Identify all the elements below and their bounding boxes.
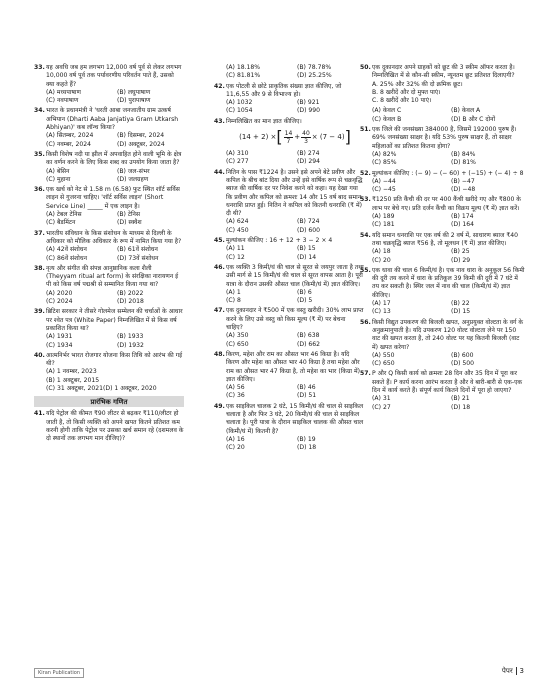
question-text: किरण, महेश और राम का औसत भार 46 किग्रा है। यदि किरण और महेश का औसत भार 40 किग्रा है तथा महेश और राम का औसत भार 47 किग्रा है, तो महेश का भार (किग्रा में) ज्ञात कीजिए। bbox=[226, 350, 360, 383]
option: (D) 1932 bbox=[117, 341, 144, 349]
options bbox=[372, 248, 526, 265]
question-number: 57. bbox=[360, 370, 371, 378]
option: (D) 73वें संशोधन bbox=[117, 254, 159, 262]
question-number: 34. bbox=[34, 107, 45, 115]
option: (C) 181 bbox=[372, 221, 395, 229]
option: (A) 18.18% bbox=[226, 64, 261, 71]
section-heading: प्रारंभिक गणित bbox=[34, 396, 184, 407]
option: (D) अक्टूबर, 2024 bbox=[117, 140, 165, 148]
question-number: 48. bbox=[214, 350, 225, 358]
question-number: 36. bbox=[34, 186, 45, 194]
question-text: एक दुकानदार अपने ग्राहकों को छूट की 3 स्कीम ऑफर करता है। निम्नलिखित में से कौन-सी स्कीम, न्यूनतम छूट प्रतिशत दिलाएगी? bbox=[372, 64, 515, 80]
options bbox=[372, 81, 526, 106]
question bbox=[214, 64, 364, 81]
option: (B) 174 bbox=[451, 213, 474, 221]
footer-divider bbox=[516, 667, 517, 675]
question-text: भारतीय संविधान के किस संशोधन के माध्यम से दिल्ली के अधिकार को मौलिक अधिकार के रूप में नामित किया गया है? bbox=[46, 229, 182, 245]
option: (A) 42वें संशोधन bbox=[46, 246, 87, 254]
option: (B) 274 bbox=[297, 150, 320, 158]
option: (D) 81% bbox=[451, 159, 476, 167]
option: (C) 12 bbox=[226, 253, 245, 261]
option: (C) 27 bbox=[372, 403, 391, 411]
question bbox=[34, 186, 184, 227]
question-text: यदि समान धनराशि पर एक वर्ष की 2 वर्ष में, साधारण ब्याज ₹40 तथा चक्रवृद्धि ब्याज ₹56 है, तो मूलधन (₹ में) ज्ञात कीजिए। bbox=[372, 231, 519, 247]
option: (A) 350 bbox=[226, 332, 249, 340]
options bbox=[372, 213, 526, 230]
option: (B) 1933 bbox=[117, 333, 144, 341]
options bbox=[372, 352, 526, 369]
question-text: किसी विशेष नदी या झील में अपवाहित होने वाली भूमि के क्षेत्र का वर्णन करने के लिए किस शब्द का उपयोग किया जाता है? bbox=[46, 150, 182, 167]
option: (D) स्क्वैश bbox=[117, 219, 142, 227]
option: (D) 990 bbox=[297, 107, 321, 115]
question-number: 51. bbox=[360, 126, 371, 134]
question bbox=[214, 403, 364, 453]
question bbox=[34, 151, 184, 184]
question-number: 50. bbox=[360, 64, 371, 71]
option: (C) 20 bbox=[226, 444, 245, 452]
question bbox=[34, 352, 184, 393]
option: (B) 2022 bbox=[117, 289, 144, 297]
question-number: 38. bbox=[34, 264, 45, 272]
options bbox=[46, 368, 184, 393]
option: (D) 29 bbox=[451, 256, 471, 264]
option: (D) 14 bbox=[297, 253, 317, 261]
question bbox=[360, 267, 526, 317]
question-number: 55. bbox=[360, 266, 371, 274]
option: (B) केवल A bbox=[451, 107, 481, 115]
option: (D) 600 bbox=[297, 226, 321, 234]
option: (B) 19 bbox=[297, 435, 316, 443]
question bbox=[360, 126, 526, 167]
options bbox=[46, 246, 184, 263]
question bbox=[214, 118, 364, 148]
option: (C) 20 bbox=[372, 256, 391, 264]
option: (B) 724 bbox=[297, 218, 320, 226]
option: (C) केवल B bbox=[372, 115, 402, 123]
option: (B) 22 bbox=[451, 300, 470, 308]
option: (C) 1934 bbox=[46, 341, 73, 349]
option: (A) 189 bbox=[372, 213, 395, 221]
option: (D) 500 bbox=[451, 360, 475, 368]
question-number: 52. bbox=[360, 169, 371, 177]
options bbox=[372, 395, 526, 412]
question-text: मूल्यांकन कीजिए : (− 9) − (− 60) + (−15) + (− 4) ÷ 8 bbox=[372, 169, 524, 177]
options bbox=[46, 333, 184, 350]
question bbox=[34, 410, 184, 443]
option: (B) 921 bbox=[297, 99, 320, 107]
question-number: 56. bbox=[360, 318, 371, 326]
options bbox=[46, 211, 184, 228]
question-text: एक साइकिल चालक 2 घंटे, 15 किमी/घं की चाल से साइकिल चलाता है और फिर 3 घंटे, 20 किमी/घं की चाल से साइकिल चलाता है। पूरी यात्रा के दौरान साइकिल चालक की औसत चाल (किमी/घं में) कितनी है? bbox=[226, 402, 364, 435]
options bbox=[46, 132, 184, 149]
option: (C) 8 bbox=[226, 297, 241, 305]
options bbox=[226, 436, 364, 453]
question-number: 43. bbox=[214, 117, 225, 125]
options bbox=[372, 300, 526, 317]
question-text: एक धावा की चाल 6 किमी/घं है। एक नाव धारा के अनुकूल 56 किमी की दूरी तय करने में धारा के प्रतिकूल 39 किमी की दूरी में 7 घंटे में तय कर सकती है। स्थिर जल में नाव की चाल (किमी/घं में) ज्ञात कीजिए। bbox=[372, 266, 525, 299]
option: (B) 46 bbox=[297, 384, 316, 392]
option: (A) 2020 bbox=[46, 289, 73, 297]
question-number: 53. bbox=[360, 196, 371, 204]
option: (D) पुरापाषाण bbox=[117, 97, 151, 105]
question-number: 54. bbox=[360, 231, 371, 239]
option: (A) सितम्बर, 2024 bbox=[46, 132, 94, 140]
question-text: नितिन के पास ₹1224 है। उसने इसे अपने बेटे प्रवीण और कपिल के बीच बांट दिया और उन्हें इसे वार्षिक रूप से चक्रवृद्धि ब्याज की वार्षिक दर पर निवेश करने को कहा। यह देखा गया कि प्रवीण और कपिल को क्रमशः 14 और 15 वर्ष बाद समान धनराशि प्राप्त हुई। नितिन ने कपिल को कितनी धनराशि (₹ में) दी थी? bbox=[226, 168, 363, 218]
option: (C) नवपाषाण bbox=[46, 97, 79, 105]
option: (A) 82% bbox=[372, 150, 397, 158]
question bbox=[360, 196, 526, 229]
column-middle bbox=[214, 64, 364, 454]
question bbox=[360, 370, 526, 411]
option: (D) 662 bbox=[297, 340, 321, 348]
question-text: एक दुकानदार ने ₹500 में एक वस्तु खरीदी। 30% लाभ प्राप्त करने के लिए उसे वस्तु को किस मूल्य (₹ में) पर बेचना चाहिए? bbox=[226, 307, 364, 332]
question-text: एक पोटली से छोटे प्राकृतिक संख्या ज्ञात कीजिए, जो 11,6,55 और 9 से विभाज्य हो। bbox=[226, 82, 342, 98]
option: (A) 1032 bbox=[226, 99, 253, 107]
question bbox=[360, 107, 526, 124]
options bbox=[226, 289, 364, 306]
question-number: 39. bbox=[34, 308, 45, 316]
page-footer bbox=[502, 667, 524, 676]
option: (A) −44 bbox=[372, 177, 396, 185]
option: (A) टेबल टेनिस bbox=[46, 211, 82, 219]
option: (B) 61वें संशोधन bbox=[117, 246, 158, 254]
option: (C) 85% bbox=[372, 159, 397, 167]
options bbox=[226, 245, 364, 262]
option: (C) 450 bbox=[226, 226, 249, 234]
option: (A) 16 bbox=[226, 435, 245, 443]
question-text: मूल्यांकन कीजिए : 16 + 12 + 3 − 2 × 4 bbox=[226, 237, 333, 245]
option: (C) 13 bbox=[372, 308, 391, 316]
option: (C) नवम्बर, 2024 bbox=[46, 140, 92, 148]
option: (A) 550 bbox=[372, 351, 395, 359]
options bbox=[226, 384, 364, 401]
options bbox=[226, 332, 364, 349]
options bbox=[372, 178, 526, 195]
options bbox=[46, 89, 184, 106]
option: (C) 650 bbox=[226, 340, 249, 348]
option: (B) −47 bbox=[451, 177, 475, 185]
question bbox=[34, 265, 184, 306]
option: (B) लघुपाषाण bbox=[117, 88, 151, 96]
option: (B) 78.78% bbox=[297, 64, 332, 71]
option: (A) केवल C bbox=[372, 107, 402, 115]
options bbox=[226, 150, 364, 167]
option: (C) 31 अक्टूबर, 2021(D) 1 अक्टूबर, 2020 bbox=[46, 384, 157, 392]
footer-label: पेपर bbox=[501, 667, 513, 675]
option: (A) 17 bbox=[372, 300, 391, 308]
options bbox=[46, 168, 184, 185]
option: (B) 600 bbox=[451, 351, 474, 359]
option: (C) 650 bbox=[372, 360, 395, 368]
question-number: 40. bbox=[34, 351, 45, 359]
question-number: 41. bbox=[34, 410, 45, 418]
question-text: नृत्य और संगीत की संपन्न आनुष्ठानिक कला शैली (Theyyam ritual art form) के संरक्षिका नारायणन ई पी को किस वर्ष पद्मश्री से सम्मानित किया गया था? bbox=[46, 264, 179, 289]
option: (B) 638 bbox=[297, 332, 320, 340]
option: (B) 25 bbox=[451, 248, 470, 256]
option: (C) 277 bbox=[226, 158, 249, 166]
option: (A) 56 bbox=[226, 384, 245, 392]
question bbox=[34, 107, 184, 148]
question bbox=[214, 307, 364, 348]
column-right bbox=[360, 64, 526, 414]
option: (A) 11 bbox=[226, 245, 245, 253]
option: (D) 5 bbox=[297, 297, 313, 305]
column-left bbox=[34, 64, 184, 445]
option: (D) 51 bbox=[297, 392, 317, 400]
options bbox=[226, 218, 364, 235]
options bbox=[226, 64, 364, 81]
options bbox=[372, 151, 526, 168]
options bbox=[46, 290, 184, 307]
question bbox=[214, 264, 364, 305]
option: (D) 18 bbox=[451, 403, 471, 411]
option: (B) 84% bbox=[451, 150, 476, 158]
option: (B) टेनिस bbox=[117, 211, 141, 219]
option: (A) 1931 bbox=[46, 333, 73, 341]
question-text: एक जिले की जनसंख्या 384000 है, जिसमें 192000 पुरुष हैं। 69% जनसंख्या साक्षर है। यदि 53% पुरुष साक्षर हैं, तो साक्षर महिलाओं का प्रतिशत कितना होगा? bbox=[372, 126, 517, 150]
question bbox=[34, 64, 184, 105]
option: (A) 31 bbox=[372, 395, 391, 403]
question-text: यदि पेट्रोल की कीमत ₹90 लीटर से बढ़कर ₹110/लीटर हो जाती है, तो किसी व्यक्ति को अपने खपत कितने प्रतिशत कम करनी होगी ताकि पेट्रोल पर उसका खर्च समान रहे (दशमलव के दो स्थानों तक लगभग मान दीजिए)? bbox=[46, 410, 184, 443]
question-text: भारत के प्रधानमंत्री ने 'धरती आबा जनजातीय ग्राम उत्कर्ष अभियान (Dharti Aaba Janjatiya Gram Utkarsh Abhiyan)' कब लॉन्च किया? bbox=[46, 107, 179, 132]
question-number: 42. bbox=[214, 82, 225, 90]
question bbox=[360, 170, 526, 195]
option: (C) मुहाना bbox=[46, 175, 71, 183]
question bbox=[360, 319, 526, 369]
question bbox=[34, 230, 184, 263]
option: (D) B और C दोनों bbox=[451, 115, 496, 123]
option: (A) 624 bbox=[226, 218, 249, 226]
option: (C) बैडमिंटन bbox=[46, 219, 76, 227]
question-number: 47. bbox=[214, 307, 225, 315]
question-text: एक व्यक्ति 3 किमी/घं की चाल से सूरत से जयपुर जाता है तथा उसी मार्ग से 15 किमी/घं की चाल से सूरत वापस आता है। पूरी यात्रा के दौरान उसकी औसत चाल (किमी/घं में) ज्ञात कीजिए। bbox=[226, 263, 364, 288]
option: (A) 310 bbox=[226, 150, 249, 158]
option: (D) 2018 bbox=[117, 298, 144, 306]
option: (A) 1 bbox=[226, 288, 241, 296]
question-text: ब्रिटिश सरकार ने तीसरे गोलमेज सम्मेलन की चर्चाओं के आधार पर श्वेत पत्र (White Paper) निम्नलिखित में से किस वर्ष प्रकाशित किया था? bbox=[46, 308, 183, 332]
option: (D) 25.25% bbox=[297, 72, 332, 80]
question bbox=[214, 169, 364, 235]
question-number: 37. bbox=[34, 229, 45, 237]
option: (C) −45 bbox=[372, 186, 396, 194]
option: (C) 36 bbox=[226, 392, 245, 400]
option: (C) 2024 bbox=[46, 298, 73, 306]
question-number: 35. bbox=[34, 150, 45, 158]
question-text: एक खर्च को नेट से 1.58 m (6.58) फुट स्थित शॉर्ट सर्विस लाइन से गुजरना चाहिए। 'शॉर्ट सर्विस लाइन' (Short Service Line) _____ में एक लाइन है। bbox=[46, 186, 180, 210]
question bbox=[214, 351, 364, 401]
question-number: 46. bbox=[214, 263, 225, 271]
option: (C) 1054 bbox=[226, 107, 253, 115]
option: (B) 15 bbox=[297, 245, 316, 253]
formula: (14 + 2) × [ $\frac{14}{7}$ + $\frac{40}{3}$ × (7 − 4) ] bbox=[239, 127, 351, 147]
option: A. 25% और 32% की दो क्रमिक छूट। bbox=[372, 80, 463, 88]
option: (D) 294 bbox=[297, 158, 321, 166]
option: C. 8 खरीदें और 10 पाएं। bbox=[372, 97, 432, 105]
question-text: निम्नलिखित का मान ज्ञात कीजिए। bbox=[226, 117, 302, 125]
option: (B) 6 bbox=[297, 288, 312, 296]
question-text: यह अवधि जब हम लगभग 12,000 वर्ष पूर्व से लेकर लगभग 10,000 वर्ष पूर्व तक पर्यावरणीय परिवर्तन पाते हैं, उसको क्या कहते हैं? bbox=[46, 64, 182, 88]
option: (D) जलग्रहण bbox=[117, 175, 149, 183]
option: (C) 81.81% bbox=[226, 72, 261, 80]
option: (C) 86वें संशोधन bbox=[46, 254, 87, 262]
option: (B) दिसम्बर, 2024 bbox=[117, 132, 165, 140]
question-number: 49. bbox=[214, 402, 225, 410]
question bbox=[34, 308, 184, 349]
question-number: 33. bbox=[34, 64, 45, 71]
question bbox=[360, 232, 526, 265]
question-text: P और Q किसी कार्य को क्रमशः 28 दिन और 35 दिन में पूरा कर सकते हैं। P कार्य करना आरंभ करता है और वे बारी-बारी से एक-एक दिन में कार्य करते हैं। संपूर्ण कार्य कितने दिनों में पूरा हो जाएगा? bbox=[372, 370, 523, 394]
option: (B) जल-संभर bbox=[117, 167, 150, 175]
option: (A) 18 bbox=[372, 248, 391, 256]
option: (D) 15 bbox=[451, 308, 471, 316]
question bbox=[214, 237, 364, 262]
option: (A) बेसिन bbox=[46, 167, 70, 175]
question-text: आत्मनिर्भर भारत रोजगार योजना किस तिथि को आरंभ की गई थी? bbox=[46, 351, 183, 368]
question-number: 45. bbox=[214, 237, 225, 245]
option: (D) 164 bbox=[451, 221, 475, 229]
question-text: ₹1250 प्रति कैंची की दर पर 400 कैंची खरीदे गए और ₹800 के लाभ पर बेचे गए। प्रति दर्जन कैंची का विक्रय मूल्य (₹ में) ज्ञात करें। bbox=[372, 196, 521, 212]
option: (A) 1 नवम्बर, 2023 bbox=[46, 368, 97, 376]
option: B. 8 खरीदें और दो मुफ्त पाएं। bbox=[372, 88, 441, 96]
page-number: 3 bbox=[519, 667, 524, 675]
publisher-logo: Kiran Publication bbox=[34, 668, 84, 678]
question bbox=[214, 83, 364, 116]
option: (B) 21 bbox=[451, 395, 470, 403]
options bbox=[372, 107, 526, 124]
question bbox=[214, 150, 364, 167]
option: (D) −48 bbox=[451, 186, 476, 194]
question bbox=[360, 64, 526, 105]
option: (B) 1 अक्टूबर, 2015 bbox=[46, 376, 100, 384]
question-text: किसी विद्युत उपकरण की बिजली खपत, अनुप्रयुक्त वोल्टता के वर्ग के अनुक्रमानुपाती है। यदि उपकरण 120 वोल्ट वोल्टता लेने पर 150 वाट की खपत करता है, तो 240 वोल्ट पर यह कितनी बिजली (वाट में) खपत करेगा? bbox=[372, 318, 524, 351]
question-number: 44. bbox=[214, 168, 225, 176]
options bbox=[226, 99, 364, 116]
option: (D) 18 bbox=[297, 444, 317, 452]
option: (A) मध्यपाषाण bbox=[46, 88, 81, 96]
